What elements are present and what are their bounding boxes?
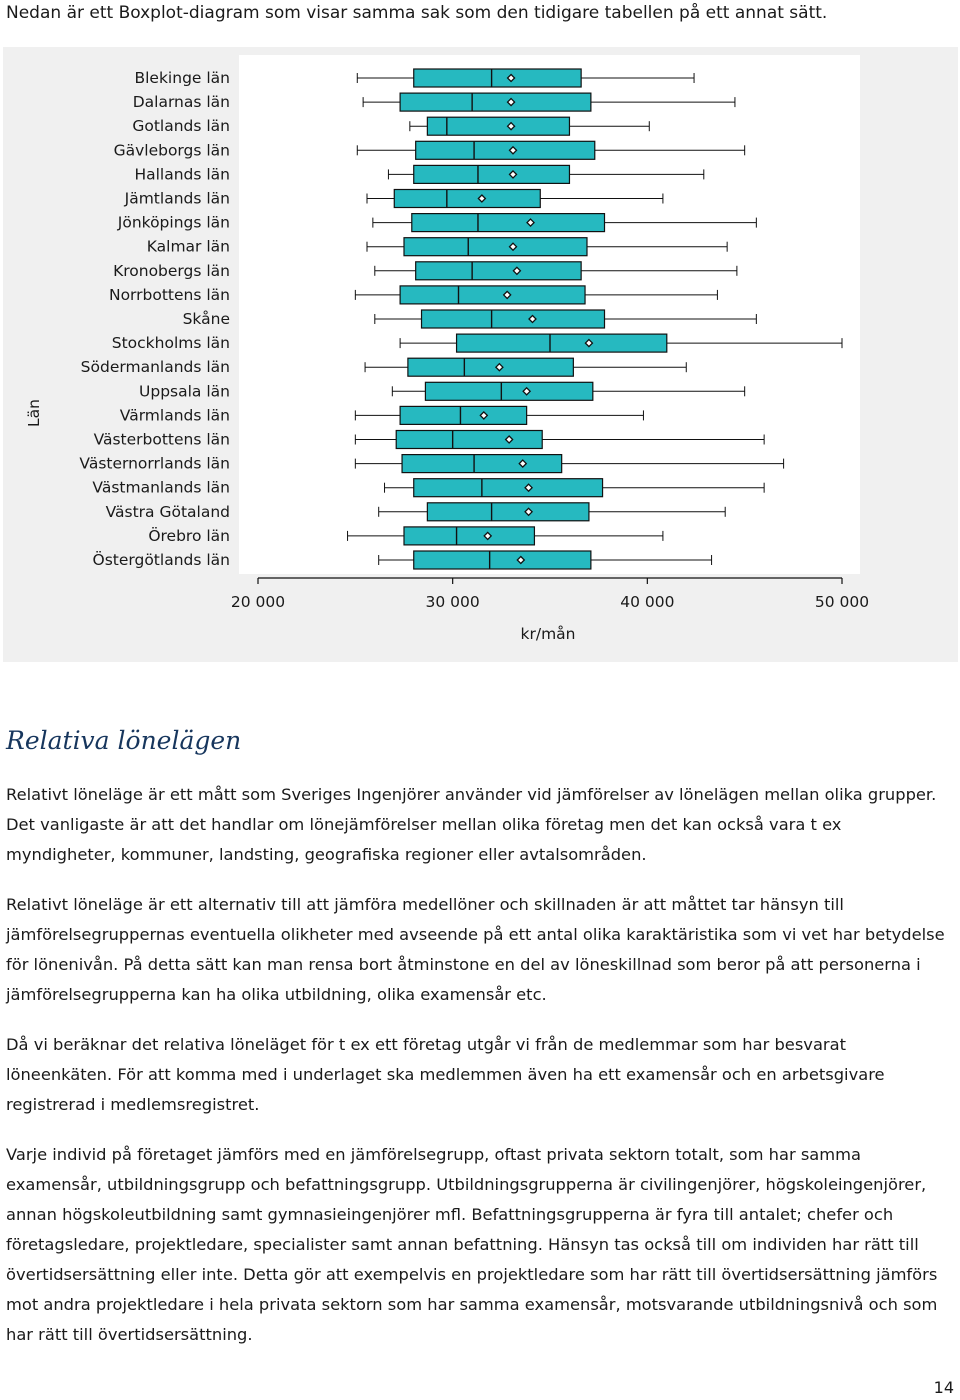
box [414,165,570,183]
category-label: Kalmar län [146,237,230,256]
category-label: Jönköpings län [117,213,230,232]
category-label: Uppsala län [139,382,230,401]
box [396,431,542,449]
category-label: Gävleborgs län [113,141,230,160]
category-label: Västerbottens län [93,430,230,449]
category-label: Skåne [182,310,230,328]
box [414,69,581,87]
x-tick-label: 20 000 [230,593,286,611]
section-heading: Relativa lönelägen [6,726,242,755]
box [408,358,573,376]
category-label: Västmanlands län [92,478,230,497]
box [414,551,591,569]
paragraph-4: Varje individ på företaget jämförs med en jämförelsegrupp, oftast privata sektorn totalt, som har samma examensår, utbildningsgrupp och befattningsgrupp. Utbildningsgrupperna är civilingenjörer, högskoleingenjörer, annan högskoleutbildning samt gymnasieingenjörer mfl. Befattningsgrupperna är fyra till antalet; chefer och företagsledare, projektledare, specialister samt annan befattning. Hänsyn tas också till om individen har rätt till övertidsersättning eller inte. Detta gör att exempelvis en projektledare som har rätt till övertidsersättning jämförs mot andra projektledare i hela privata sektorn som har samma examensår, motsvarande utbildningsnivå och som har rätt till övertidsersättning. [6,1145,938,1344]
category-label: Hallands län [134,165,230,184]
category-label: Gotlands län [132,117,230,136]
boxplot-svg [3,47,958,662]
category-label: Kronobergs län [113,261,230,280]
box [400,286,585,304]
box [416,262,581,280]
paragraph-3: Då vi beräknar det relativa löneläget för t ex ett företag utgår vi från de medlemmar som har besvarat löneenkäten. För att komma med i underlaget ska medlemmen även ha ett examensår och en arbetsgivare registrerad i medlemsregistret. [6,1035,885,1114]
box [427,117,569,135]
box [400,406,527,424]
boxplot-chart [3,47,958,662]
category-label: Västernorrlands län [79,454,230,473]
intro-text: Nedan är ett Boxplot-diagram som visar samma sak som den tidigare tabellen på ett annat sätt. [6,3,828,23]
category-label: Jämtlands län [124,189,230,208]
box [414,479,603,497]
paragraph-2: Relativt löneläge är ett alternativ till att jämföra medellöner och skillnaden är att måttet tar hänsyn till jämförelsegruppernas eventuella olikheter med avseende på ett antal olika karaktäristika som vi vet har betydelse för lönenivån. På detta sätt kan man rensa bort åtminstone en del av löneskillnad som beror på att personerna i jämförelsegrupperna kan ha olika utbildning, olika examensår etc. [6,895,945,1004]
page-number: 14 [933,1378,954,1397]
paragraph-1: Relativt löneläge är ett mått som Sveriges Ingenjörer använder vid jämförelser av lönelägen mellan olika grupper. Det vanligaste är att det handlar om lönejämförelser mellan olika företag men det kan också vara t ex myndigheter, kommuner, landsting, geografiska regioner eller avtalsområden. [6,785,937,864]
box [422,310,605,328]
category-label: Dalarnas län [132,93,230,112]
category-label: Södermanlands län [80,358,230,377]
box [425,382,592,400]
x-tick-label: 30 000 [425,593,480,611]
category-label: Örebro län [148,526,230,545]
category-label: Norrbottens län [108,285,230,304]
category-label: Västra Götaland [105,502,230,521]
box [402,455,562,473]
category-label: Östergötlands län [92,551,230,569]
box [412,214,605,232]
box [457,334,667,352]
x-axis-label: kr/mån [520,625,576,643]
category-label: Stockholms län [111,334,230,353]
box [404,527,534,545]
y-axis-label: Län [25,399,43,427]
box [394,190,540,208]
box [427,503,589,521]
box [404,238,587,256]
category-label: Värmlands län [119,406,230,425]
category-label: Blekinge län [134,69,230,87]
box [400,93,591,111]
x-tick-label: 50 000 [814,593,870,611]
box [416,141,595,159]
x-tick-label: 40 000 [620,593,675,611]
